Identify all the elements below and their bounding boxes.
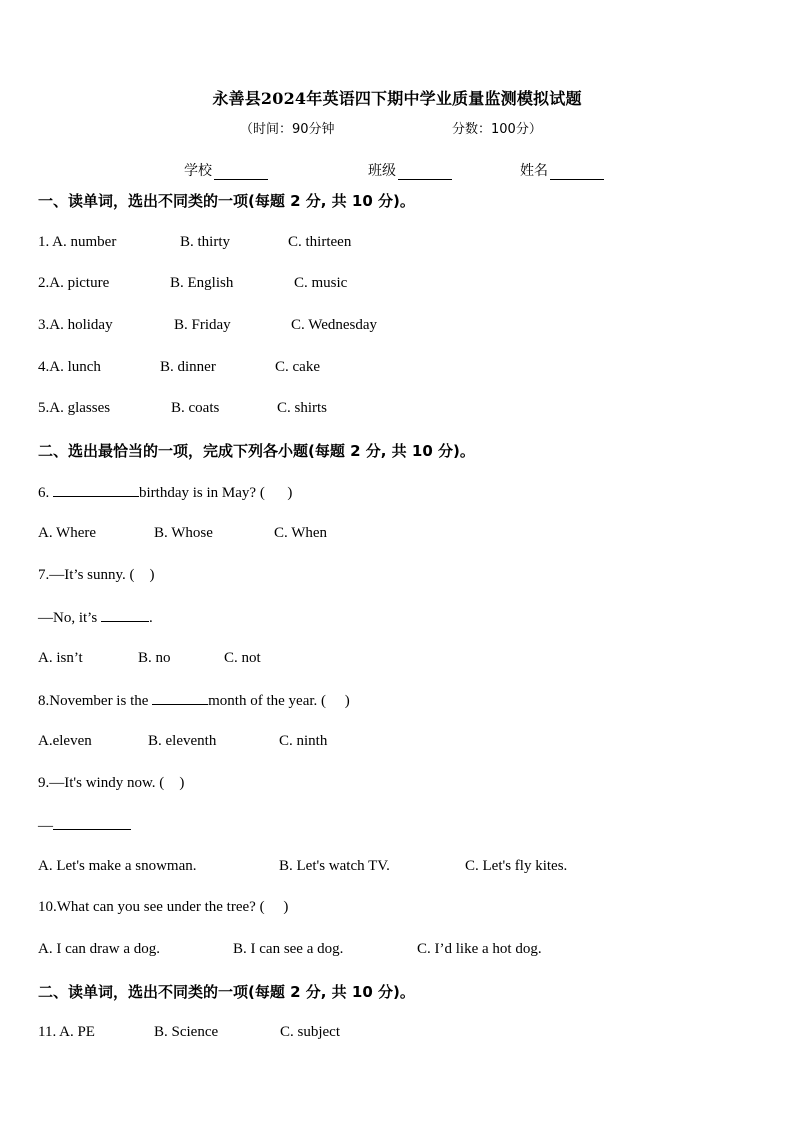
q4-option-c: C. cake [275,359,320,375]
q7-paren-end: ) [149,567,155,583]
question-6 [38,483,292,502]
name-blank[interactable] [550,165,604,180]
q11-option-a: 11. A. PE [38,1024,95,1040]
q1-option-a: 1. A. number [38,234,117,250]
q2-option-b: B. English [170,275,234,291]
q11-option-b: B. Science [154,1024,219,1040]
q6-option-b: B. Whose [154,525,213,541]
exam-time: （时间：90分钟 [240,122,335,137]
q6-option-c: C. When [274,525,328,541]
q7-blank[interactable] [101,608,149,622]
q9-option-b: B. Let's watch TV. [279,858,390,874]
q10-paren-end: ) [283,899,289,915]
q9-paren-end: ) [179,775,185,791]
question-1 [38,234,116,251]
question-7 [38,567,155,584]
q9-stem: 9.—It's windy now. ( [38,775,165,791]
exam-score: 分数：100分） [452,122,542,137]
q7-stem: 7.—It’s sunny. ( [38,567,135,583]
section-3-heading: 二、读单词，选出不同类的一项(每题 2 分, 共 10 分)。 [38,983,415,1001]
q6-number: 6. [38,485,50,501]
name-label: 姓名 [520,163,548,179]
question-11 [38,1024,95,1041]
q2-option-a: 2.A. picture [38,275,110,291]
name-field[interactable] [520,160,604,180]
q7-option-a: A. isn’t [38,650,83,666]
question-8 [38,691,350,710]
q3-option-a: 3.A. holiday [38,317,113,333]
q7-option-c: C. not [224,650,261,666]
q8-stem2: month of the year. ( [208,693,327,709]
q4-option-b: B. dinner [160,359,216,375]
q8-paren-end: ) [344,693,350,709]
question-4 [38,359,101,376]
question-3 [38,317,113,334]
q7-answer-line [38,608,153,627]
page-title: 永善县2024年英语四下期中学业质量监测模拟试题 [212,89,582,108]
q7-line2-end: . [148,610,153,626]
q4-option-a: 4.A. lunch [38,359,101,375]
question-9 [38,775,184,792]
q8-blank[interactable] [152,691,208,705]
q6-paren-end: ) [287,485,293,501]
q2-option-c: C. music [294,275,348,291]
section-2-heading: 二、选出最恰当的一项，完成下列各小题(每题 2 分, 共 10 分)。 [38,442,475,460]
question-10 [38,899,288,916]
q6-blank[interactable] [53,483,139,497]
q6-stem: birthday is in May? ( [139,485,265,501]
q9-option-a: A. Let's make a snowman. [38,858,197,874]
q5-option-c: C. shirts [277,400,328,416]
q5-option-a: 5.A. glasses [38,400,111,416]
q3-option-c: C. Wednesday [291,317,378,333]
q8-stem: 8.November is the [38,693,149,709]
school-label: 学校 [184,163,212,179]
section-1-heading: 一、读单词，选出不同类的一项(每题 2 分, 共 10 分)。 [38,192,415,210]
q6-option-a: A. Where [38,525,97,541]
q8-option-c: C. ninth [279,733,328,749]
q3-option-b: B. Friday [174,317,231,333]
q8-option-a: A.eleven [38,733,92,749]
class-field[interactable] [368,160,452,180]
q1-option-c: C. thirteen [288,234,352,250]
question-2 [38,275,109,292]
class-label: 班级 [368,163,396,179]
q9-answer-line [38,816,131,835]
q10-option-b: B. I can see a dog. [233,941,344,957]
q7-line2: —No, it’s [38,610,98,626]
q10-option-c: C. I’d like a hot dog. [417,941,542,957]
school-blank[interactable] [214,165,268,180]
q7-option-b: B. no [138,650,171,666]
question-5 [38,400,110,417]
class-blank[interactable] [398,165,452,180]
q9-line2: — [38,818,53,834]
q8-option-b: B. eleventh [148,733,217,749]
school-field[interactable] [184,160,268,180]
q1-option-b: B. thirty [180,234,231,250]
q9-option-c: C. Let's fly kites. [465,858,568,874]
q5-option-b: B. coats [171,400,220,416]
q10-stem: 10.What can you see under the tree? ( [38,899,265,915]
q10-option-a: A. I can draw a dog. [38,941,161,957]
q11-option-c: C. subject [280,1024,340,1040]
q9-blank[interactable] [53,816,131,830]
